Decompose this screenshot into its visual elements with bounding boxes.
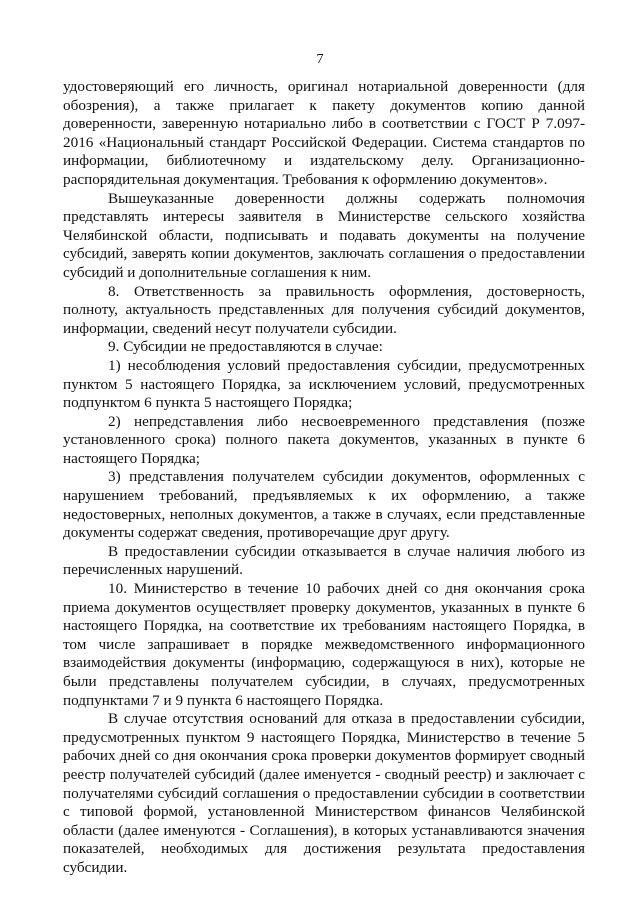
- paragraph-no-grounds: В случае отсутствия оснований для отказа в предоставлении субсидии, предусмотренных пунктом 9 настоящего Порядка, Министерство в течение 5 рабочих дней со дня окончания срока проверки документов формирует сводный реестр получателей субсидий (далее именуется - сводный реестр) и заключает с получателями субсидий соглашения о предоставлении субсидии в соответствии с типовой формой, установленной Министерством финансов Челябинской области (далее именуются - Соглашения), в которых устанавливаются значения показателей, необходимых для достижения результата предоставления субсидии.: [63, 710, 585, 876]
- paragraph-item-9: 9. Субсидии не предоставляются в случае:: [108, 338, 383, 356]
- paragraph-subitem-3: 3) представления получателем субсидии документов, оформленных с нарушением требований, предъявляемых к их оформлению, а также недостоверных, неполных документов, а также в случаях, если представленные документы содержат сведения, противоречащие друг другу.: [63, 468, 585, 542]
- paragraph-power-of-attorney: Вышеуказанные доверенности должны содержать полномочия представлять интересы заявителя в Министерстве сельского хозяйства Челябинской области, подписывать и подавать документы на получение субсидий, заверять копии документов, заключать соглашения о предоставлении субсидий и дополнительные соглашения к ним.: [63, 189, 585, 281]
- page-number: 7: [316, 52, 324, 67]
- paragraph-continuation: удостоверяющий его личность, оригинал нотариальной доверенности (для обозрения), а также прилагает к пакету документов копию данной доверенности, заверенную нотариально либо в соответствии с ГОСТ Р 7.097-2016 «Национальный стандарт Российской Федерации. Система стандартов по информации, библиотечному и издательскому делу. Организационно-распорядительная документация. Требования к оформлению документов».: [63, 78, 585, 188]
- paragraph-refusal: В предоставлении субсидии отказывается в случае наличия любого из перечисленных нарушений.: [63, 542, 585, 579]
- paragraph-item-8: 8. Ответственность за правильность оформления, достоверность, полноту, актуальность представленных для получения субсидий документов, информации, сведений несут получатели субсидии.: [63, 282, 585, 337]
- paragraph-subitem-1: 1) несоблюдения условий предоставления субсидии, предусмотренных пунктом 5 настоящего Порядка, за исключением условий, предусмотренных подпунктом 6 пункта 5 настоящего Порядка;: [63, 356, 585, 412]
- paragraph-subitem-2: 2) непредставления либо несвоевременного представления (позже установленного срока) полного пакета документов, указанных в пункте 6 настоящего Порядка;: [63, 412, 585, 467]
- document-body: [63, 78, 585, 878]
- paragraph-item-10: 10. Министерство в течение 10 рабочих дней со дня окончания срока приема документов осуществляет проверку документов, указанных в пункте 6 настоящего Порядка, на соответствие их требованиям настоящего Порядка, в том числе запрашивает в порядке межведомственного информационного взаимодействия документы (информацию, содержащуюся в них), которые не были представлены получателем субсидии, в случаях, предусмотренных подпунктами 7 и 9 пункта 6 настоящего Порядка.: [63, 580, 585, 709]
